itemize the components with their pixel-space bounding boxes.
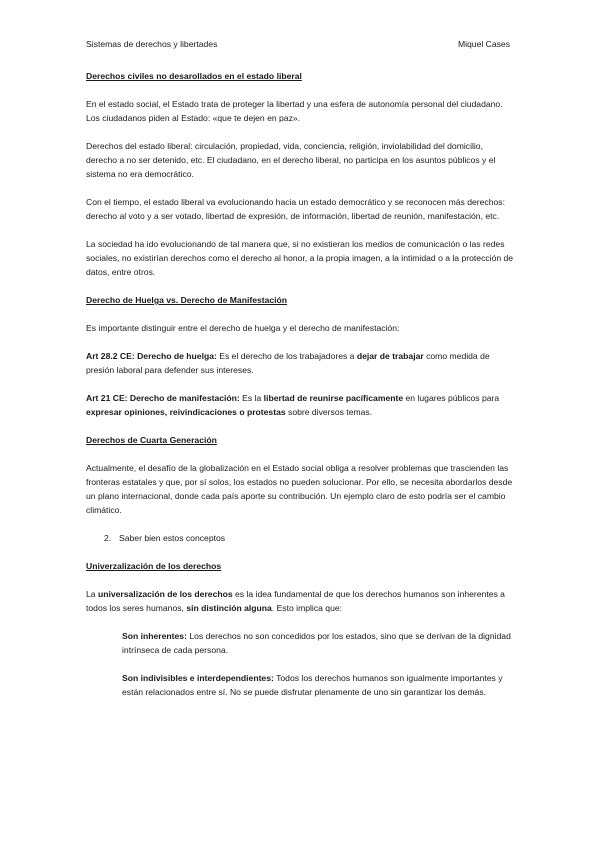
bold-run: Son indivisibles e interdependientes: <box>122 673 274 683</box>
paragraph: En el estado social, el Estado trata de proteger la libertad y una esfera de autonomía personal del ciudadano. Los ciudadanos piden al Estado: «que te dejen en paz». <box>86 99 503 123</box>
bold-run: expresar opiniones, reivindicaciones o protestas <box>86 407 286 417</box>
bold-run: libertad de reunirse pacíficamente <box>263 393 404 403</box>
paragraph: Es importante distinguir entre el derecho de huelga y el derecho de manifestación: <box>86 323 400 333</box>
text-run: es la idea fundamental de que los derechos humanos son inherentes a todos los seres humanos, <box>86 589 505 613</box>
list-number: 2. <box>104 533 112 543</box>
document-body <box>86 69 516 699</box>
numbered-list-item <box>86 531 516 545</box>
paragraph: Con el tiempo, el estado liberal va evolucionando hacia un estado democrático y se reconocen más derechos: derecho al voto y a ser votado, libertad de expresión, de información, libertad de reunión, manifestación, etc. <box>86 197 505 221</box>
text-run: . Esto implica que: <box>271 603 343 613</box>
text-run: Es el derecho de los trabajadores a <box>216 351 357 361</box>
text-run: Los derechos no son concedidos por los estados, sino que se derivan de la dignidad intrínseca de cada persona. <box>122 631 511 655</box>
bold-run: dejar de trabajar <box>356 351 424 361</box>
art-21-label: Art 21 CE: Derecho de manifestación: <box>86 393 240 403</box>
text-run: sobre diversos temas. <box>285 407 373 417</box>
bold-run: sin distinción alguna <box>186 603 272 613</box>
paragraph: Derechos del estado liberal: circulación, propiedad, vida, conciencia, religión, inviolabilidad del domicilio, derecho a no ser detenido, etc. El ciudadano, en el derecho liberal, no participa en los asuntos públicos y el sistema no era democrático. <box>86 141 496 179</box>
paragraph: Actualmente, el desafío de la globalización en el Estado social obliga a resolver problemas que trascienden las fronteras estatales y que, por sí solos, los estados no pueden solucionar. Por ello, se necesita abordarlos desde un plano internacional, donde cada país aporte su contribución. Un ejemplo claro de esto podría ser el cambio climático. <box>86 463 513 515</box>
header-title: Sistemas de derechos y libertades <box>86 39 218 49</box>
header-author: Miquel Cases <box>457 39 510 49</box>
paragraph-art-28 <box>86 349 516 377</box>
bold-run: universalización de los derechos <box>97 589 233 599</box>
text-run: en lugares públicos para <box>403 393 500 403</box>
paragraph-art-21 <box>86 391 516 419</box>
paragraph-universalizacion <box>86 587 516 615</box>
bold-run: Son inherentes: <box>122 631 187 641</box>
indented-paragraph-indivisibles <box>86 671 514 699</box>
section-heading-huelga-manifestacion: Derecho de Huelga vs. Derecho de Manifestación <box>86 295 288 305</box>
indented-paragraph-inherentes <box>86 629 514 657</box>
section-heading-universalizacion: Univerzalización de los derechos <box>86 561 222 571</box>
list-item-text: Saber bien estos conceptos <box>119 533 226 543</box>
text-run: como medida de presión laboral para defender sus intereses. <box>86 351 490 375</box>
section-heading-cuarta-generacion: Derechos de Cuarta Generación <box>86 435 217 445</box>
text-run: La <box>86 589 98 599</box>
page-header <box>86 37 510 51</box>
section-heading-derechos-civiles: Derechos civiles no desarollados en el estado liberal <box>86 71 302 81</box>
text-run: Todos los derechos humanos son igualmente importantes y están relacionados entre sí. No se puede disfrutar plenamente de uno sin garantizar los demás. <box>122 673 503 697</box>
art-28-label: Art 28.2 CE: Derecho de huelga: <box>86 351 217 361</box>
text-run: Es la <box>239 393 264 403</box>
paragraph: La sociedad ha ido evolucionando de tal manera que, si no existieran los medios de comunicación o las redes sociales, no existirían derechos como el derecho al honor, a la propia imagen, a la intimidad o a la protección de datos, entre otros. <box>86 239 514 277</box>
